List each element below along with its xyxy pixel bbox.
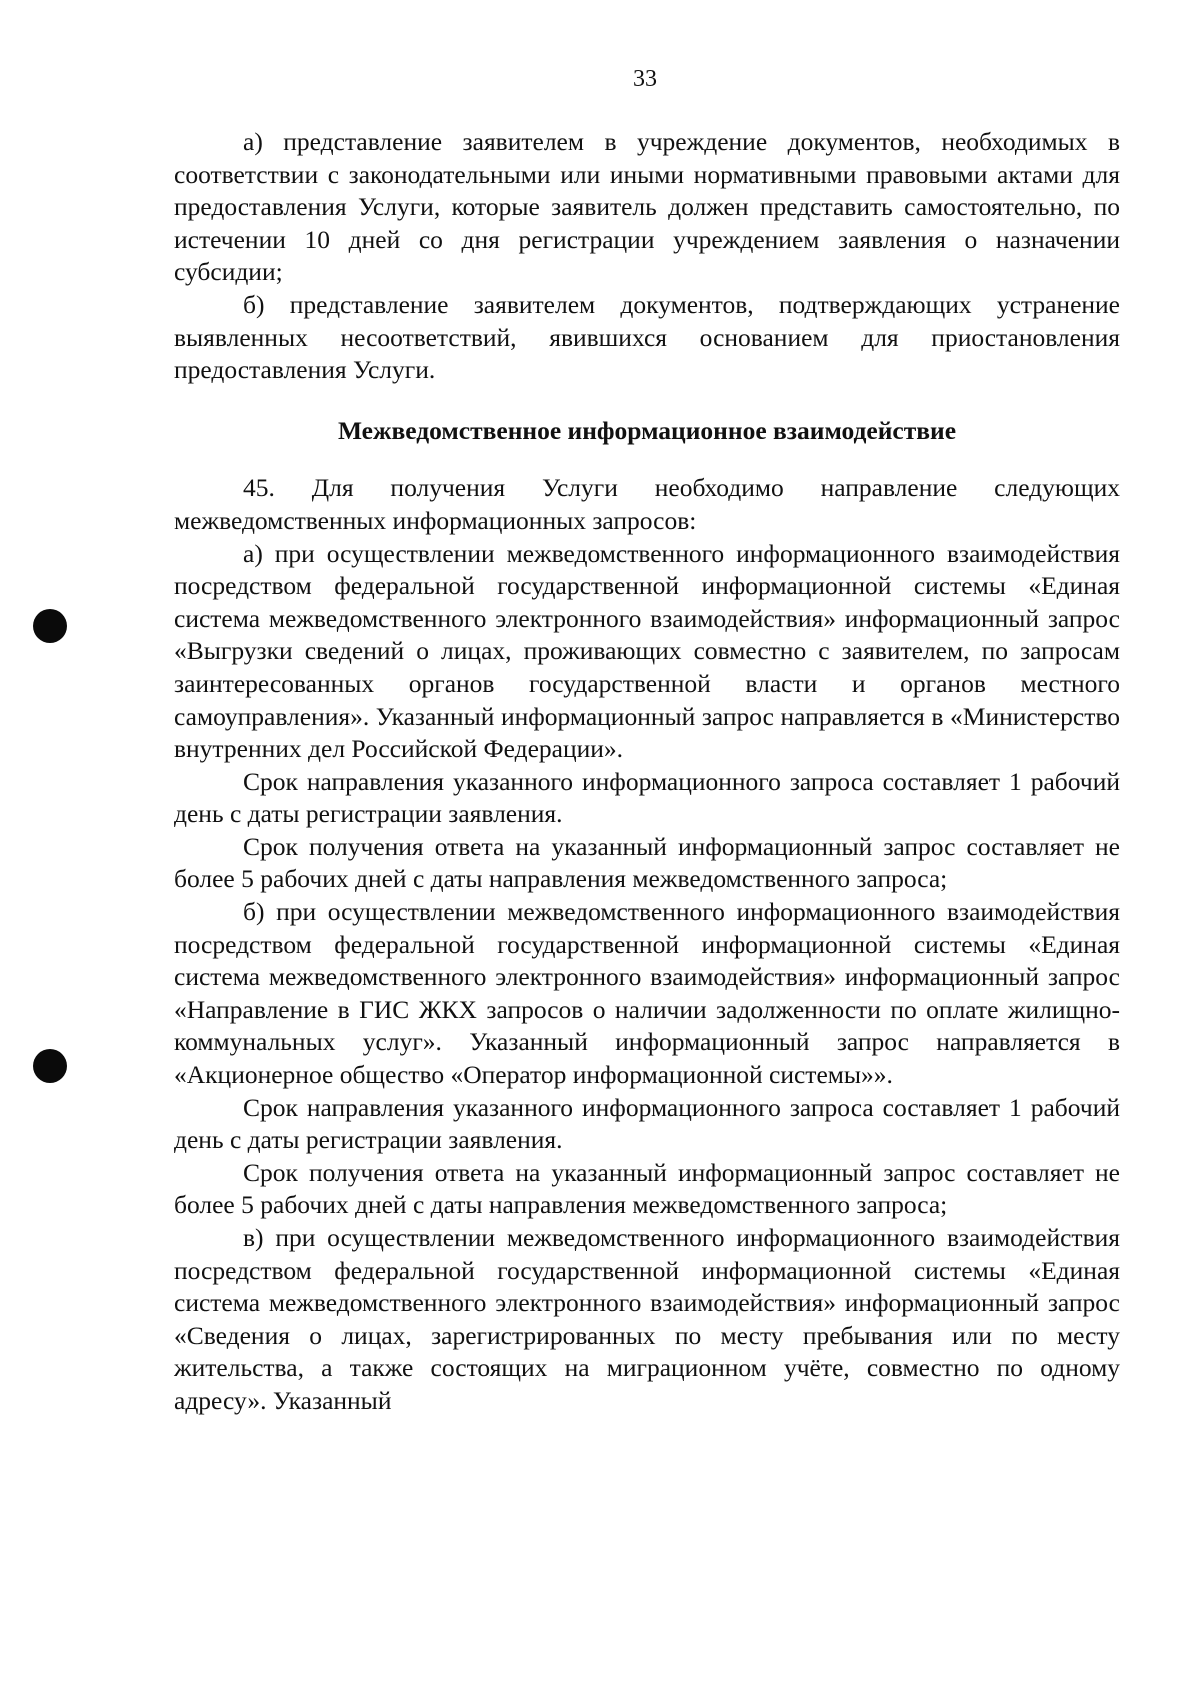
punch-hole-mark xyxy=(33,609,67,643)
paragraph-request-b: б) при осуществлении межведомственного информационного взаимодействия посредством федеральной государственной информационной системы «Единая система межведомственного электронного взаимодействия» информационный запрос «Направление в ГИС ЖКХ запросов о наличии задолженности по оплате жилищно-коммунальных услуг». Указанный информационный запрос направляется в «Акционерное общество «Оператор информационной системы»». xyxy=(174,897,1120,1090)
paragraph-45: 45. Для получения Услуги необходимо направление следующих межведомственных информационных запросов: xyxy=(174,473,1120,535)
paragraph-b-documents: б) представление заявителем документов, подтверждающих устранение выявленных несоответствий, явившихся основанием для приостановления предоставления Услуги. xyxy=(174,289,1120,385)
paragraph-term-response-a: Срок получения ответа на указанный информационный запрос составляет не более 5 рабочих дней с даты направления межведомственного запроса; xyxy=(174,831,1120,894)
document-body xyxy=(174,126,1120,1418)
paragraph-request-a: а) при осуществлении межведомственного информационного взаимодействия посредством федеральной государственной информационной системы «Единая система межведомственного электронного взаимодействия» информационный запрос «Выгрузки сведений о лицах, проживающих совместно с заявителем, по запросам заинтересованных органов государственной власти и органов местного самоуправления». Указанный информационный запрос направляется в «Министерство внутренних дел Российской Федерации». xyxy=(174,538,1120,764)
punch-hole-mark xyxy=(33,1049,67,1083)
paragraph-request-c: в) при осуществлении межведомственного информационного взаимодействия посредством федеральной государственной информационной системы «Единая система межведомственного электронного взаимодействия» информационный запрос «Сведения о лицах, зарегистрированных по месту пребывания или по месту жительства, а также состоящих на миграционном учёте, совместно по одному адресу». Указанный xyxy=(174,1223,1120,1415)
page-number: 33 xyxy=(633,66,657,92)
paragraph-term-send-b: Срок направления указанного информационного запроса составляет 1 рабочий день с даты регистрации заявления. xyxy=(174,1092,1120,1155)
section-heading: Межведомственное информационное взаимодействие xyxy=(337,415,957,445)
paragraph-term-response-b: Срок получения ответа на указанный информационный запрос составляет не более 5 рабочих дней с даты направления межведомственного запроса; xyxy=(174,1157,1120,1220)
paragraph-term-send-a: Срок направления указанного информационного запроса составляет 1 рабочий день с даты регистрации заявления. xyxy=(174,766,1120,829)
paragraph-a-documents: а) представление заявителем в учреждение документов, необходимых в соответствии с законодательными или иными нормативными правовыми актами для предоставления Услуги, которые заявитель должен представить самостоятельно, по истечении 10 дней со дня регистрации учреждением заявления о назначении субсидии; xyxy=(174,127,1120,287)
